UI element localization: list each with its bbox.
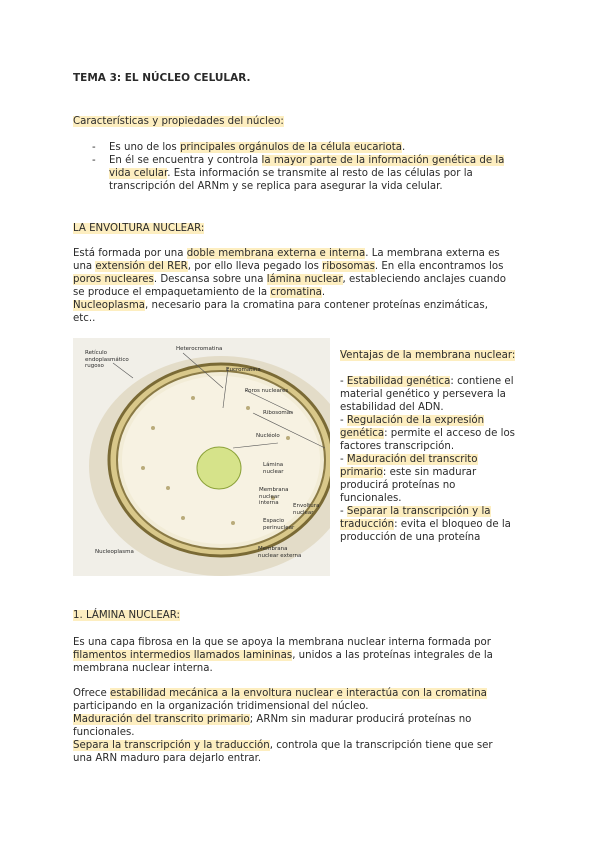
paragraph-line bbox=[73, 649, 493, 662]
highlight: vida celular bbox=[109, 168, 168, 179]
text: : permite el acceso de los bbox=[384, 428, 515, 439]
highlight: Maduración del transcrito primario bbox=[73, 714, 250, 725]
ventajas-line bbox=[340, 375, 514, 388]
bullet-dash: - bbox=[92, 155, 96, 166]
ventajas-line bbox=[340, 518, 511, 531]
text: , estableciendo anclajes cuando bbox=[342, 274, 506, 285]
paragraph-line bbox=[73, 687, 487, 700]
label-ribosomas: Ribosomas bbox=[263, 410, 294, 416]
label-eucromatina: Eucromatina bbox=[226, 367, 261, 373]
text: - bbox=[340, 454, 347, 465]
text: ; ARNm sin madurar producirá proteínas no bbox=[249, 714, 472, 725]
ventajas-line bbox=[340, 414, 484, 427]
paragraph-line: funcionales. bbox=[73, 727, 135, 738]
nucleus-diagram-svg bbox=[73, 338, 330, 576]
ventajas-line bbox=[340, 427, 515, 440]
ventajas-line: material genético y persevera la bbox=[340, 389, 506, 400]
bullet-2-line-1 bbox=[109, 154, 504, 167]
section-heading bbox=[73, 222, 204, 235]
text: , controla que la transcripción tiene que ser bbox=[269, 740, 493, 751]
paragraph-line bbox=[73, 247, 500, 260]
text: , necesario para la cromatina para contener proteínas enzimáticas, bbox=[145, 300, 488, 311]
text: . bbox=[401, 142, 406, 153]
highlight: filamentos intermedios llamados lamininas bbox=[73, 650, 293, 661]
label-heterocromatina: Heterocromatina bbox=[176, 346, 223, 352]
text: una bbox=[73, 261, 96, 272]
bullet-2-line-3: transcripción del ARNm y se replica para asegurar la vida celular. bbox=[109, 181, 443, 192]
highlight: Estabilidad genética bbox=[346, 376, 451, 387]
heading-text: 1. LÁMINA NUCLEAR: bbox=[73, 610, 180, 621]
highlight: Separa la transcripción y la traducción bbox=[73, 740, 270, 751]
text: Es uno de los bbox=[109, 142, 180, 153]
highlight: la mayor parte de la información genética de la bbox=[261, 155, 505, 166]
paragraph-line: una ARN maduro para dejarlo entrar. bbox=[73, 753, 262, 764]
ventajas-line bbox=[340, 466, 476, 479]
text: Está formada por una bbox=[73, 248, 187, 259]
heading-text: LA ENVOLTURA NUCLEAR: bbox=[73, 223, 205, 234]
heading-text: Ventajas de la membrana nuclear: bbox=[340, 350, 516, 361]
highlight: Separar la transcripción y la bbox=[346, 506, 491, 517]
label-envoltura: Envoltura nuclear bbox=[293, 503, 320, 516]
text: : contiene el bbox=[450, 376, 514, 387]
ventajas-line: factores transcripción. bbox=[340, 441, 455, 452]
label-retículo: Retículo endoplasmático rugoso bbox=[85, 350, 129, 369]
ventajas-line: funcionales. bbox=[340, 493, 402, 504]
text: : evita el bloqueo de la bbox=[394, 519, 511, 530]
text: En él se encuentra y controla bbox=[109, 155, 262, 166]
paragraph-line bbox=[73, 286, 325, 299]
highlight: cromatina bbox=[270, 287, 322, 298]
paragraph-line bbox=[73, 739, 493, 752]
text: . Descansa sobre una bbox=[153, 274, 267, 285]
highlight: primario bbox=[340, 467, 383, 478]
text: - bbox=[340, 506, 347, 517]
highlight: Maduración del transcrito bbox=[346, 454, 478, 465]
highlight: poros nucleares bbox=[73, 274, 154, 285]
document-title: TEMA 3: EL NÚCLEO CELULAR. bbox=[73, 72, 251, 84]
bullet-dash: - bbox=[92, 142, 96, 153]
text: se produce el empaquetamiento de la bbox=[73, 287, 271, 298]
label-poros: Poros nucleares bbox=[245, 388, 289, 394]
highlight: estabilidad mecánica a la envoltura nuclear e interactúa con la cromatina bbox=[109, 688, 487, 699]
ventajas-line: producirá proteínas no bbox=[340, 480, 456, 491]
highlight: genética bbox=[340, 428, 385, 439]
paragraph-line: etc.. bbox=[73, 313, 96, 324]
highlight: principales orgánulos de la célula eucariota bbox=[179, 142, 402, 153]
highlight: doble membrana externa e interna bbox=[186, 248, 366, 259]
section-heading bbox=[73, 115, 284, 128]
ventajas-heading bbox=[340, 349, 515, 362]
text: . La membrana externa es bbox=[365, 248, 500, 259]
paragraph-line bbox=[73, 273, 506, 286]
ventajas-line: estabilidad del ADN. bbox=[340, 402, 444, 413]
paragraph-line: participando en la organización tridimensional del núcleo. bbox=[73, 701, 369, 712]
highlight: Nucleoplasma bbox=[73, 300, 146, 311]
nucleus-diagram bbox=[73, 338, 330, 576]
text: - bbox=[340, 415, 347, 426]
label-nucleolo: Nucléolo bbox=[256, 433, 280, 439]
paragraph-line bbox=[73, 713, 471, 726]
text: , unidos a las proteínas integrales de la bbox=[292, 650, 493, 661]
highlight: traducción bbox=[340, 519, 395, 530]
ventajas-line bbox=[340, 453, 478, 466]
label-membrana-externa: Membrana nuclear externa bbox=[258, 546, 302, 559]
heading-text: Características y propiedades del núcleo: bbox=[73, 116, 284, 127]
text: . bbox=[321, 287, 326, 298]
text: , por ello lleva pegado los bbox=[187, 261, 323, 272]
label-lamina: Lámina nuclear bbox=[263, 462, 284, 475]
paragraph-line: membrana nuclear interna. bbox=[73, 663, 213, 674]
text: . Esta información se transmite al resto de las células por la bbox=[167, 168, 473, 179]
text: : este sin madurar bbox=[382, 467, 477, 478]
ventajas-line: producción de una proteína bbox=[340, 532, 481, 543]
highlight: extensión del RER bbox=[95, 261, 188, 272]
bullet-1 bbox=[109, 141, 405, 154]
label-nucleoplasma: Nucleoplasma bbox=[95, 549, 134, 555]
text: . En ella encontramos los bbox=[374, 261, 504, 272]
nucleolus bbox=[197, 447, 241, 489]
text: - bbox=[340, 376, 347, 387]
text: Ofrece bbox=[73, 688, 110, 699]
highlight: Regulación de la expresión bbox=[346, 415, 485, 426]
label-espacio: Espacio perinuclear bbox=[263, 518, 295, 531]
paragraph-line bbox=[73, 260, 503, 273]
paragraph-line: Es una capa fibrosa en la que se apoya la membrana nuclear interna formada por bbox=[73, 637, 491, 648]
highlight: lámina nuclear bbox=[266, 274, 343, 285]
section-heading bbox=[73, 609, 180, 622]
paragraph-line bbox=[73, 299, 488, 312]
ventajas-line bbox=[340, 505, 491, 518]
highlight: ribosomas bbox=[322, 261, 375, 272]
bullet-2-line-2 bbox=[109, 167, 473, 180]
label-membrana-interna: Membrana nuclear interna bbox=[259, 487, 289, 506]
